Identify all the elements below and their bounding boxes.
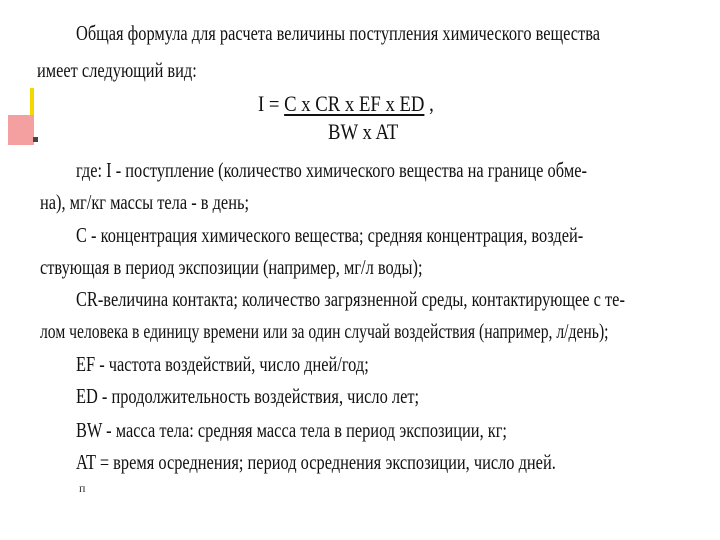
definition-line: на), мг/кг массы тела - в день; — [40, 190, 249, 214]
decorative-dot — [33, 137, 38, 142]
decorative-yellow-bar — [30, 88, 34, 116]
definition-line: BW - масса тела: средняя масса тела в период экспозиции, кг; — [76, 418, 507, 442]
formula-numerator: C x CR x EF x ED — [284, 91, 425, 116]
definition-line: AT = время осреднения; период осреднения экспозиции, число дней. — [76, 450, 556, 474]
definition-line: ствующая в период экспозиции (например, мг/л воды); — [40, 255, 423, 279]
definition-line: C - концентрация химического вещества; средняя концентрация, воздей- — [76, 223, 584, 247]
formula-denominator: BW x AT — [328, 119, 399, 144]
stray-mark: п — [79, 481, 86, 495]
decorative-pink-block — [8, 115, 34, 145]
intro-line-2: имеет следующий вид: — [37, 58, 197, 82]
definition-line: где: I - поступление (количество химического вещества на границе обме- — [76, 158, 587, 182]
formula-lhs: I = — [258, 91, 280, 116]
definition-line: лом человека в единицу времени или за один случай воздействия (например, л/день); — [40, 319, 609, 343]
definition-line: EF - частота воздействий, число дней/год; — [76, 352, 369, 376]
intro-line-1: Общая формула для расчета величины поступления химического вещества — [76, 21, 601, 45]
formula-numerator-line — [258, 93, 434, 115]
formula-comma: , — [429, 91, 434, 116]
definition-line: CR-величина контакта; количество загрязненной среды, контактирующее с те- — [76, 287, 625, 311]
definition-line: ED - продолжительность воздействия, число лет; — [76, 384, 420, 408]
